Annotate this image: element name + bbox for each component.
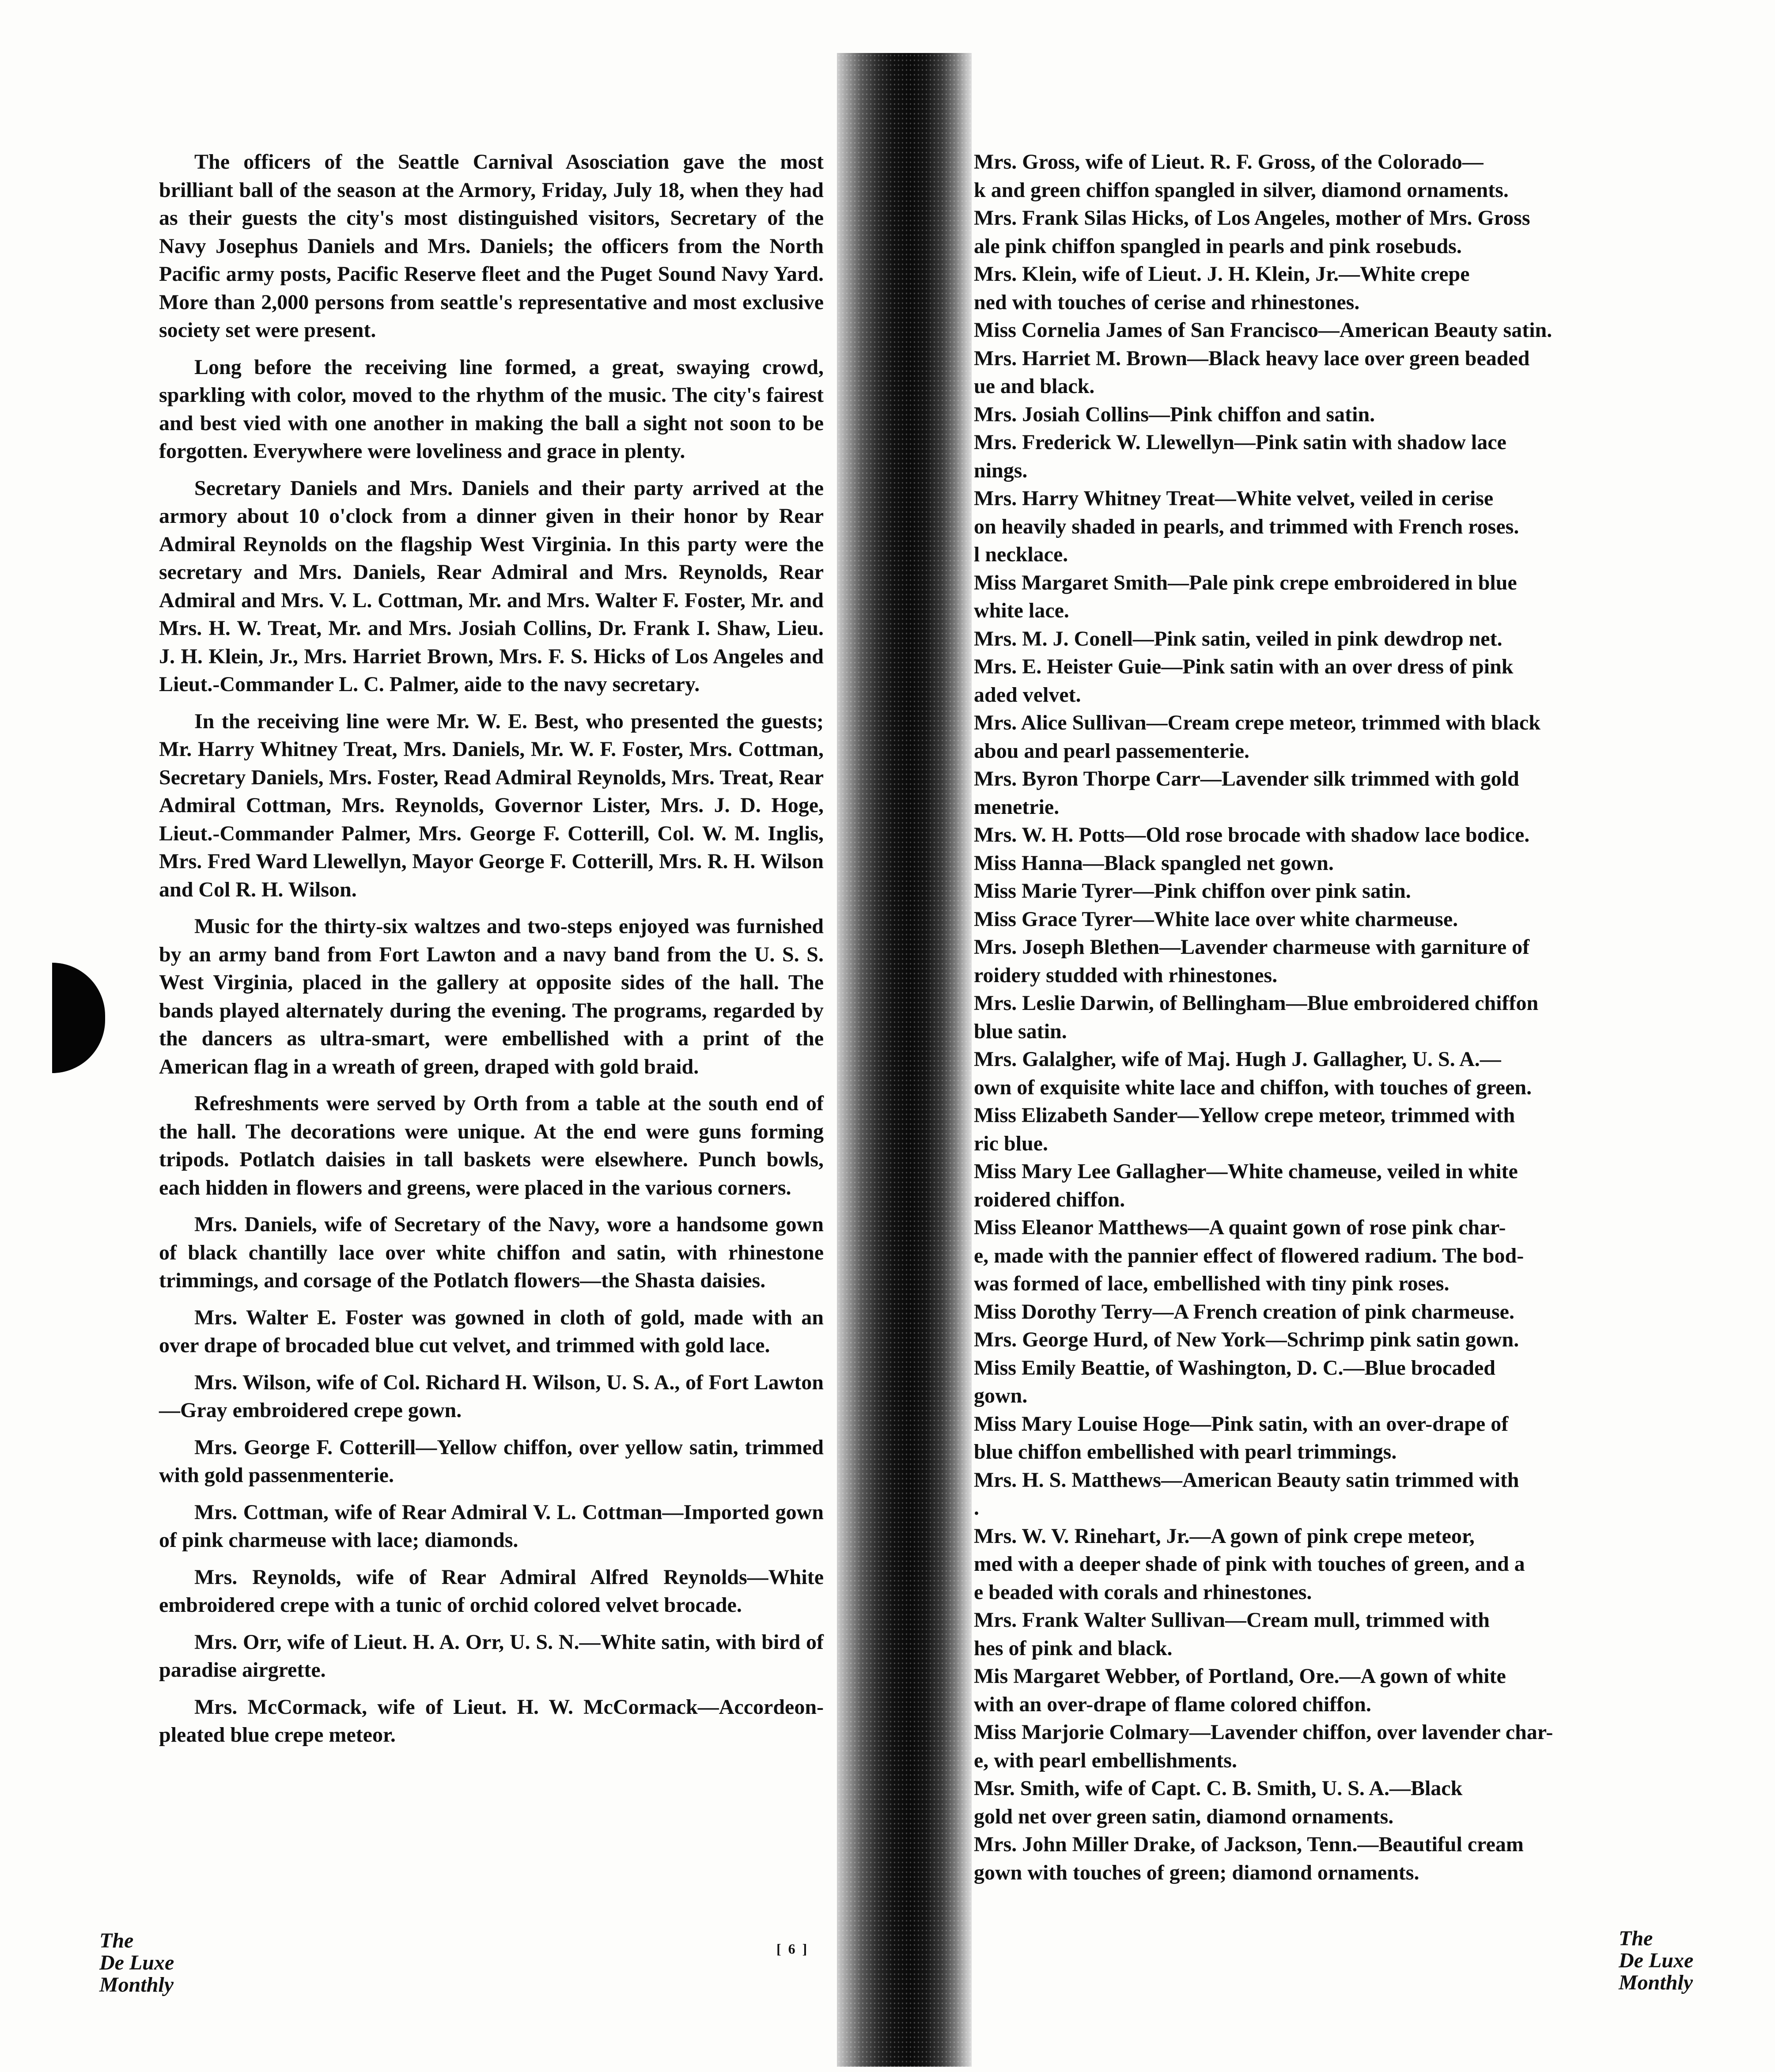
right-column-line: roidery studded with rhinestones. bbox=[974, 963, 1278, 987]
right-column-line: Mrs. Frank Silas Hicks, of Los Angeles, mother of Mrs. Gross bbox=[974, 206, 1530, 230]
right-column-text bbox=[974, 148, 1661, 1887]
right-column-line: Mis Margaret Webber, of Portland, Ore.—A gown of white bbox=[974, 1664, 1506, 1688]
right-column-line: . bbox=[974, 1496, 979, 1520]
paragraph: Mrs. George F. Cotterill—Yellow chiffon, over yellow satin, trimmed with gold passenmenterie. bbox=[159, 1435, 824, 1487]
right-column-line: Mrs. Alice Sullivan—Cream crepe meteor, trimmed with black bbox=[974, 711, 1540, 734]
right-column-line: Msr. Smith, wife of Capt. C. B. Smith, U. S. A.—Black bbox=[974, 1777, 1463, 1800]
paragraph: Mrs. Cottman, wife of Rear Admiral V. L. Cottman—Imported gown of pink charmeuse with lace; diamonds. bbox=[159, 1500, 824, 1552]
paragraph: In the receiving line were Mr. W. E. Best, who presented the guests; Mr. Harry Whitney Treat, Mrs. Daniels, Mr. W. F. Foster, Mrs. Cottman, Secretary Daniels, Mrs. Foster, Read Admiral Reynolds, Mrs. Treat, Rear Admiral Cottman, Mrs. Reynolds, Governor Lister, Mrs. J. D. Hoge, Lieut.-Commander Palmer, Mrs. George F. Cotterill, Col. W. M. Inglis, Mrs. Fred Ward Llewellyn, Mayor George F. Cotterill, Mrs. R. H. Wilson and Col R. H. Wilson. bbox=[159, 709, 824, 901]
right-column-line: Mrs. Leslie Darwin, of Bellingham—Blue embroidered chiffon bbox=[974, 991, 1539, 1015]
right-column-line: Mrs. Joseph Blethen—Lavender charmeuse with garniture of bbox=[974, 935, 1530, 959]
paragraph: Mrs. Walter E. Foster was gowned in cloth of gold, made with an over drape of brocaded blue cut velvet, and trimmed with gold lace. bbox=[159, 1305, 824, 1357]
right-column-line: ale pink chiffon spangled in pearls and pink rosebuds. bbox=[974, 234, 1462, 258]
right-column-line: was formed of lace, embellished with tiny pink roses. bbox=[974, 1272, 1450, 1295]
left-column-text bbox=[159, 148, 824, 1758]
right-column-line: e beaded with corals and rhinestones. bbox=[974, 1580, 1312, 1604]
right-column-line: with an over-drape of flame colored chiffon. bbox=[974, 1692, 1371, 1716]
paragraph: The officers of the Seattle Carnival Asosciation gave the most brilliant ball of the season at the Armory, Friday, July 18, when they had as their guests the city's most distinguished visitors, Secretary of the Navy Josephus Daniels and Mrs. Daniels; the officers from the North Pacific army posts, Pacific Reserve fleet and the Puget Sound Navy Yard. More than 2,000 persons from seattle's representative and most exclusive society set were present. bbox=[159, 150, 824, 342]
right-column-line: Mrs. Klein, wife of Lieut. J. H. Klein, Jr.—White crepe bbox=[974, 262, 1470, 286]
right-column-line: k and green chiffon spangled in silver, diamond ornaments. bbox=[974, 178, 1509, 202]
right-column-line: e, with pearl embellishments. bbox=[974, 1748, 1237, 1772]
right-column-line: gown with touches of green; diamond ornaments. bbox=[974, 1860, 1419, 1884]
logo-line: Monthly bbox=[99, 1973, 174, 1996]
right-column-line: Mrs. Harriet M. Brown—Black heavy lace over green beaded bbox=[974, 346, 1530, 370]
magazine-logo-left bbox=[99, 1930, 174, 1996]
paragraph: Mrs. McCormack, wife of Lieut. H. W. McCormack—Accordeon-pleated blue crepe meteor. bbox=[159, 1695, 824, 1747]
logo-line: Monthly bbox=[1619, 1971, 1693, 1994]
logo-line: De Luxe bbox=[99, 1951, 174, 1974]
paragraph: Mrs. Orr, wife of Lieut. H. A. Orr, U. S. N.—White satin, with bird of paradise airgrette. bbox=[159, 1630, 824, 1682]
right-column-line: Miss Emily Beattie, of Washington, D. C.—Blue brocaded bbox=[974, 1356, 1495, 1380]
right-column-line: Miss Cornelia James of San Francisco—American Beauty satin. bbox=[974, 318, 1552, 342]
right-column-line: ue and black. bbox=[974, 374, 1095, 398]
logo-line: De Luxe bbox=[1619, 1949, 1694, 1972]
right-column-line: on heavily shaded in pearls, and trimmed with French roses. bbox=[974, 514, 1519, 538]
right-column-line: Miss Elizabeth Sander—Yellow crepe meteor, trimmed with bbox=[974, 1104, 1515, 1127]
right-column-line: Miss Mary Lee Gallagher—White chameuse, veiled in white bbox=[974, 1160, 1518, 1183]
paragraph: Refreshments were served by Orth from a table at the south end of the hall. The decorations were unique. At the end were guns forming tripods. Potlatch daisies in tall baskets were elsewhere. Punch bowls, each hidden in flowers and greens, were placed in the various corners. bbox=[159, 1092, 824, 1199]
right-column-line: abou and pearl passementerie. bbox=[974, 739, 1249, 763]
paragraph: Secretary Daniels and Mrs. Daniels and their party arrived at the armory about 10 o'clock from a dinner given in their honor by Rear Admiral Reynolds on the flagship West Virginia. In this party were the secretary and Mrs. Daniels, Rear Admiral and Mrs. Reynolds, Rear Admiral and Mrs. V. L. Cottman, Mr. and Mrs. Walter F. Foster, Mr. and Mrs. H. W. Treat, Mr. and Mrs. Josiah Collins, Dr. Frank I. Shaw, Lieu. J. H. Klein, Jr., Mrs. Harriet Brown, Mrs. F. S. Hicks of Los Angeles and Lieut.-Commander L. C. Palmer, aide to the navy secretary. bbox=[159, 476, 824, 696]
right-column-line: Mrs. H. S. Matthews—American Beauty satin trimmed with bbox=[974, 1468, 1519, 1492]
right-column-line: l necklace. bbox=[974, 543, 1068, 566]
right-column-line: Mrs. Byron Thorpe Carr—Lavender silk trimmed with gold bbox=[974, 767, 1519, 790]
right-column-line: roidered chiffon. bbox=[974, 1187, 1125, 1211]
binding-tab-mark bbox=[52, 963, 105, 1073]
right-column-line: ric blue. bbox=[974, 1131, 1048, 1155]
right-column-line: gold net over green satin, diamond ornaments. bbox=[974, 1804, 1394, 1828]
right-column-line: Mrs. Josiah Collins—Pink chiffon and satin. bbox=[974, 402, 1375, 426]
right-column-line: Mrs. Frank Walter Sullivan—Cream mull, trimmed with bbox=[974, 1608, 1490, 1632]
right-column-line: med with a deeper shade of pink with touches of green, and a bbox=[974, 1552, 1525, 1576]
right-column-line: Mrs. John Miller Drake, of Jackson, Tenn.—Beautiful cream bbox=[974, 1833, 1524, 1856]
right-column-line: Mrs. W. V. Rinehart, Jr.—A gown of pink crepe meteor, bbox=[974, 1524, 1475, 1548]
right-column-line: Mrs. W. H. Potts—Old rose brocade with shadow lace bodice. bbox=[974, 823, 1530, 847]
page-number: [ 6 ] bbox=[776, 1941, 809, 1957]
right-column-line: Miss Margaret Smith—Pale pink crepe embroidered in blue bbox=[974, 571, 1517, 594]
logo-line: The bbox=[1619, 1927, 1653, 1950]
right-column-line: blue satin. bbox=[974, 1019, 1067, 1043]
right-column-line: Miss Hanna—Black spangled net gown. bbox=[974, 851, 1334, 875]
right-column-line: Miss Grace Tyrer—White lace over white charmeuse. bbox=[974, 907, 1458, 931]
right-column-line: blue chiffon embellished with pearl trimmings. bbox=[974, 1440, 1397, 1463]
right-column-line: gown. bbox=[974, 1384, 1028, 1407]
paragraph: Music for the thirty-six waltzes and two-steps enjoyed was furnished by an army band from Fort Lawton and a navy band from the U. S. S. West Virginia, placed in the gallery at opposite sides of the hall. The bands played alternately during the evening. The programs, regarded by the dancers as ultra-smart, were embellished with a print of the American flag in a wreath of green, draped with gold braid. bbox=[159, 915, 824, 1078]
logo-line: The bbox=[99, 1929, 134, 1952]
right-column-line: Miss Marie Tyrer—Pink chiffon over pink satin. bbox=[974, 879, 1411, 903]
right-column-line: Mrs. Frederick W. Llewellyn—Pink satin with shadow lace bbox=[974, 431, 1506, 454]
magazine-logo-right bbox=[1619, 1928, 1693, 1994]
right-column-line: Miss Dorothy Terry—A French creation of pink charmeuse. bbox=[974, 1300, 1514, 1323]
right-column-line: e, made with the pannier effect of flowered radium. The bod- bbox=[974, 1244, 1524, 1267]
paragraph: Long before the receiving line formed, a great, swaying crowd, sparkling with color, moved to the rhythm of the music. The city's fairest and best vied with one another in making the ball a sight not soon to be forgotten. Everywhere were loveliness and grace in plenty. bbox=[159, 355, 824, 463]
right-column-line: aded velvet. bbox=[974, 683, 1081, 707]
right-column-line: white lace. bbox=[974, 599, 1069, 622]
right-column-line: Mrs. Harry Whitney Treat—White velvet, veiled in cerise bbox=[974, 487, 1494, 510]
right-column-line: Mrs. Galalgher, wife of Maj. Hugh J. Gallagher, U. S. A.— bbox=[974, 1047, 1501, 1071]
right-column-line: ned with touches of cerise and rhinestones. bbox=[974, 290, 1360, 314]
paragraph: Mrs. Daniels, wife of Secretary of the Navy, wore a handsome gown of black chantilly lace over white chiffon and satin, with rhinestone trimmings, and corsage of the Potlatch flowers—the Shasta daisies. bbox=[159, 1213, 824, 1292]
right-column-line: own of exquisite white lace and chiffon, with touches of green. bbox=[974, 1075, 1532, 1099]
right-column-line: hes of pink and black. bbox=[974, 1636, 1173, 1660]
right-column-line: nings. bbox=[974, 458, 1028, 482]
right-column-line: Mrs. George Hurd, of New York—Schrimp pink satin gown. bbox=[974, 1328, 1519, 1351]
right-column-line: Miss Mary Louise Hoge—Pink satin, with an over-drape of bbox=[974, 1412, 1509, 1436]
right-column-line: Mrs. Gross, wife of Lieut. R. F. Gross, of the Colorado— bbox=[974, 150, 1484, 174]
right-column-line: Miss Marjorie Colmary—Lavender chiffon, over lavender char- bbox=[974, 1720, 1553, 1744]
right-column-line: Mrs. E. Heister Guie—Pink satin with an over dress of pink bbox=[974, 655, 1514, 678]
right-column-line: Miss Eleanor Matthews—A quaint gown of rose pink char- bbox=[974, 1216, 1506, 1239]
paragraph: Mrs. Reynolds, wife of Rear Admiral Alfred Reynolds—White embroidered crepe with a tunic of orchid colored velvet brocade. bbox=[159, 1565, 824, 1617]
binding-gutter bbox=[837, 53, 972, 2067]
right-column-line: menetrie. bbox=[974, 795, 1060, 819]
right-column-line: Mrs. M. J. Conell—Pink satin, veiled in pink dewdrop net. bbox=[974, 627, 1503, 650]
paragraph: Mrs. Wilson, wife of Col. Richard H. Wilson, U. S. A., of Fort Lawton—Gray embroidered crepe gown. bbox=[159, 1370, 824, 1422]
